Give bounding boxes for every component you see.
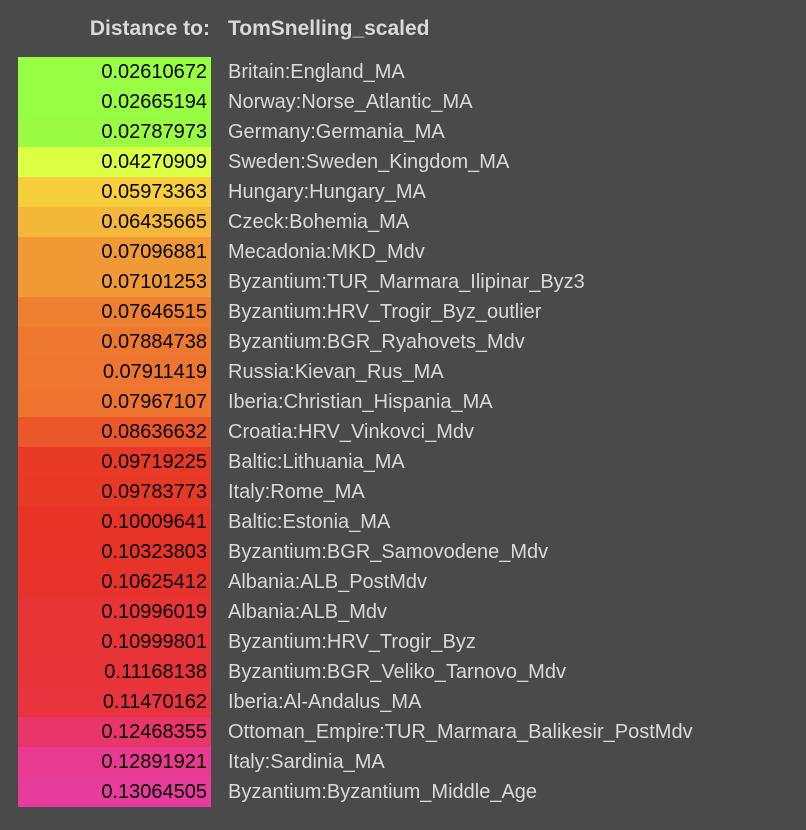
distance-value: 0.07646515 <box>18 297 211 327</box>
distance-value: 0.10323803 <box>18 537 211 567</box>
population-name: Byzantium:Byzantium_Middle_Age <box>228 781 538 803</box>
table-row <box>0 687 806 717</box>
population-name: Germany:Germania_MA <box>228 121 445 143</box>
distance-value: 0.10996019 <box>18 597 211 627</box>
distance-value: 0.13064505 <box>18 777 211 807</box>
distance-value: 0.08636632 <box>18 417 211 447</box>
population-name: Croatia:HRV_Vinkovci_Mdv <box>228 421 475 443</box>
table-row <box>0 507 806 537</box>
distance-value: 0.10999801 <box>18 627 211 657</box>
population-name: Byzantium:TUR_Marmara_Ilipinar_Byz3 <box>228 271 585 293</box>
table-row <box>0 87 806 117</box>
table-row <box>0 717 806 747</box>
population-name: Czeck:Bohemia_MA <box>228 211 410 233</box>
table-row <box>0 537 806 567</box>
table-row <box>0 597 806 627</box>
table-row <box>0 147 806 177</box>
distance-value: 0.07911419 <box>18 357 211 387</box>
table-row <box>0 777 806 807</box>
table-row <box>0 357 806 387</box>
table-row <box>0 447 806 477</box>
population-name: Britain:England_MA <box>228 61 405 83</box>
population-name: Byzantium:BGR_Veliko_Tarnovo_Mdv <box>228 661 566 683</box>
table-row <box>0 627 806 657</box>
population-name: Byzantium:BGR_Ryahovets_Mdv <box>228 331 525 353</box>
population-name: Iberia:Al-Andalus_MA <box>228 691 422 713</box>
table-row <box>0 747 806 777</box>
population-name: Baltic:Lithuania_MA <box>228 451 405 473</box>
population-name: Ottoman_Empire:TUR_Marmara_Balikesir_PostMdv <box>228 721 693 743</box>
population-name: Byzantium:BGR_Samovodene_Mdv <box>228 541 549 563</box>
table-row <box>0 117 806 147</box>
distance-value: 0.12891921 <box>18 747 211 777</box>
table-row <box>0 477 806 507</box>
population-name: Mecadonia:MKD_Mdv <box>228 241 425 263</box>
distance-value: 0.07101253 <box>18 267 211 297</box>
distance-value: 0.07096881 <box>18 237 211 267</box>
population-name: Albania:ALB_Mdv <box>228 601 387 623</box>
distance-value: 0.09783773 <box>18 477 211 507</box>
population-name: Italy:Rome_MA <box>228 481 365 503</box>
population-name: Sweden:Sweden_Kingdom_MA <box>228 151 510 173</box>
distance-value: 0.06435665 <box>18 207 211 237</box>
population-name: Iberia:Christian_Hispania_MA <box>228 391 493 413</box>
population-name: Italy:Sardinia_MA <box>228 751 385 773</box>
distance-to-label: Distance to: <box>89 17 210 40</box>
table-row <box>0 567 806 597</box>
distance-value: 0.05973363 <box>18 177 211 207</box>
distance-value: 0.11470162 <box>18 687 211 717</box>
table-row <box>0 237 806 267</box>
target-sample-name: TomSnelling_scaled <box>228 17 430 40</box>
results-header <box>0 14 806 44</box>
table-row <box>0 657 806 687</box>
table-row <box>0 417 806 447</box>
population-name: Baltic:Estonia_MA <box>228 511 391 533</box>
table-row <box>0 177 806 207</box>
distance-value: 0.07967107 <box>18 387 211 417</box>
table-row <box>0 267 806 297</box>
population-name: Byzantium:HRV_Trogir_Byz <box>228 631 476 653</box>
distance-value: 0.09719225 <box>18 447 211 477</box>
distance-table <box>0 57 806 807</box>
table-row <box>0 327 806 357</box>
table-row <box>0 57 806 87</box>
population-name: Albania:ALB_PostMdv <box>228 571 428 593</box>
table-row <box>0 297 806 327</box>
population-name: Byzantium:HRV_Trogir_Byz_outlier <box>228 301 542 323</box>
table-row <box>0 387 806 417</box>
distance-value: 0.04270909 <box>18 147 211 177</box>
distance-value: 0.02610672 <box>18 57 211 87</box>
distance-value: 0.12468355 <box>18 717 211 747</box>
distance-value: 0.10625412 <box>18 567 211 597</box>
population-name: Russia:Kievan_Rus_MA <box>228 361 444 383</box>
distance-value: 0.11168138 <box>18 657 211 687</box>
distance-value: 0.02665194 <box>18 87 211 117</box>
population-name: Norway:Norse_Atlantic_MA <box>228 91 473 113</box>
distance-value: 0.02787973 <box>18 117 211 147</box>
population-name: Hungary:Hungary_MA <box>228 181 426 203</box>
distance-value: 0.07884738 <box>18 327 211 357</box>
distance-value: 0.10009641 <box>18 507 211 537</box>
table-row <box>0 207 806 237</box>
